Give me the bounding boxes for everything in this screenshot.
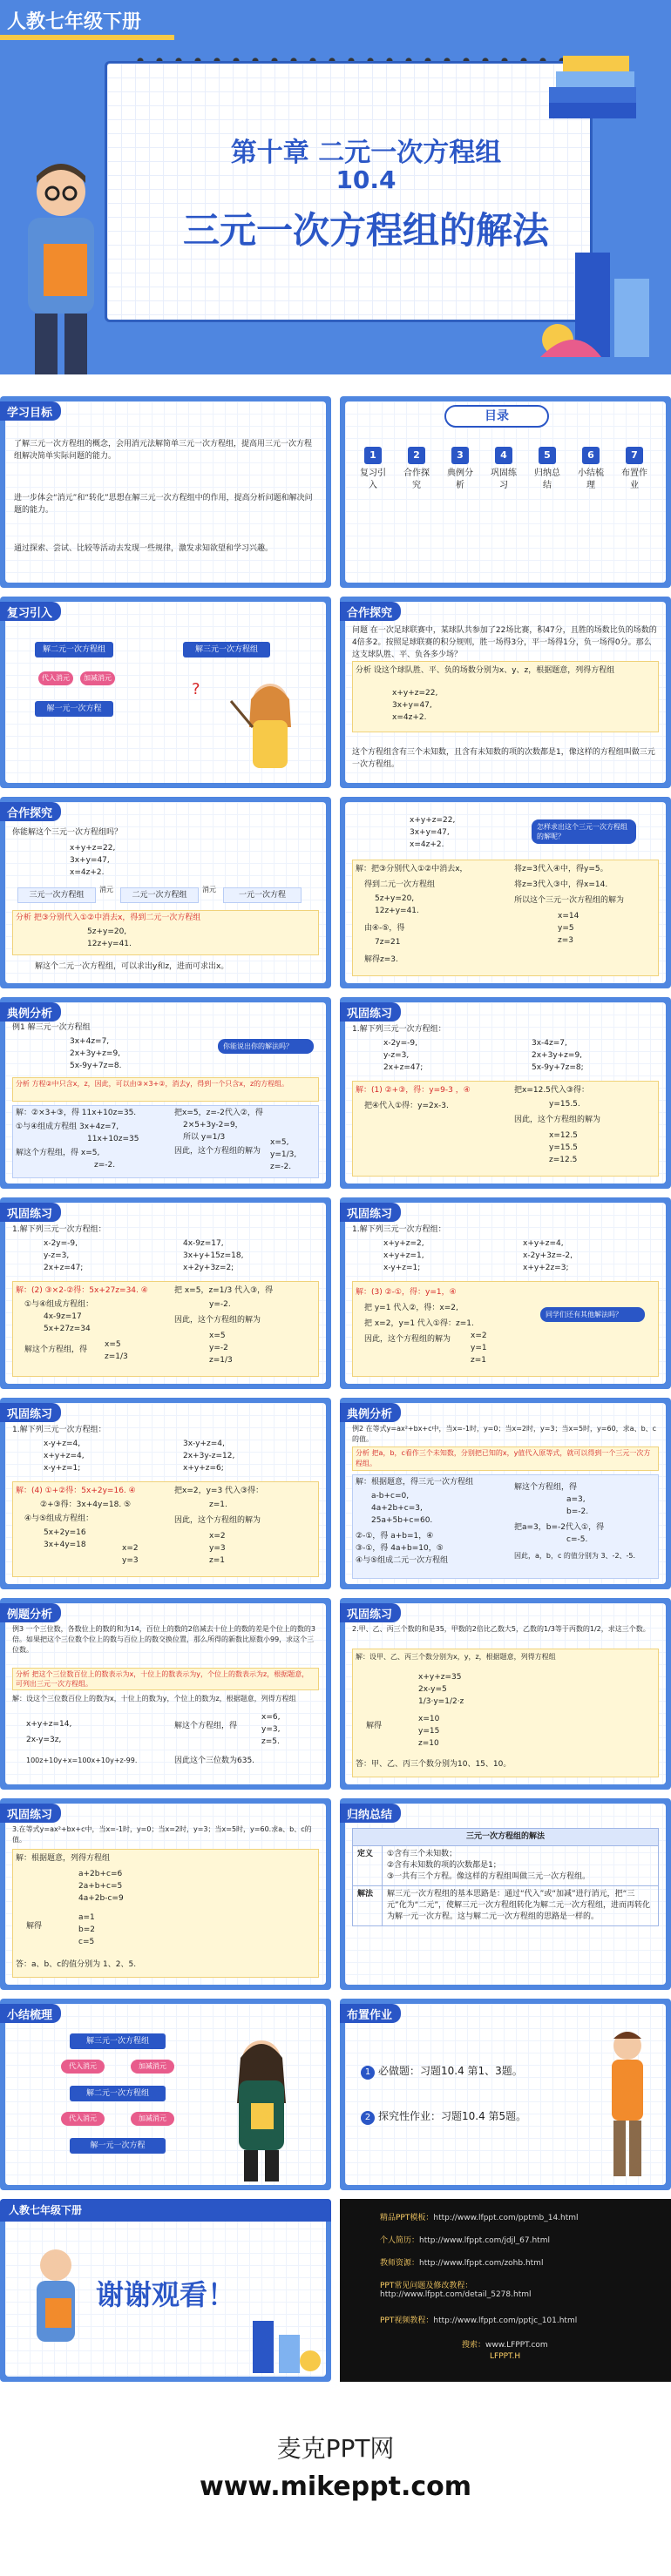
chapter-title: 第十章 二元一次方程组 [230, 138, 502, 168]
summary-cat-method: 解法 [353, 1886, 383, 1926]
sol-line: 解：(2) ③×2-②得：5x+27z=34. ④ [16, 1286, 148, 1295]
answer-b: b=2 [78, 1925, 95, 1934]
link-url: http://www.lfppt.com/pptmb_14.html [433, 2214, 579, 2222]
analysis-text: 分析 把a，b，c看作三个未知数，分别把已知的x，y值代入原等式，就可以得到一个三元一次方程组。 [356, 1449, 651, 1467]
p4-eq-2: 2x+3y-z=12, [183, 1452, 235, 1460]
answer-y: y=3 [209, 1544, 226, 1553]
sol-line-right: z=1. [209, 1500, 227, 1509]
link-key: 精品PPT模板： [380, 2214, 434, 2222]
sol-line-right: y=-2. [209, 1300, 231, 1309]
sol-line-right: c=-5. [566, 1535, 588, 1544]
link-search[interactable] [462, 2338, 548, 2350]
equation-2: 3x+y=47, [410, 828, 450, 837]
sol-line: 解这个方程组，得 [24, 1345, 88, 1354]
equation-3: 25a+5b+c=60. [371, 1516, 433, 1525]
sol-line: ①与④组成方程组： [24, 1300, 94, 1309]
link-template[interactable] [380, 2211, 579, 2222]
equation-1: a+2b+c=6 [78, 1870, 123, 1878]
p1-eq-3: 2x+z=47; [44, 1264, 84, 1272]
slide-header: 合作探究 [0, 802, 61, 821]
p4-eq-3: x+y+2z=3; [523, 1264, 569, 1272]
sol-line: 把④代入①得：y=2x-3. [364, 1102, 449, 1110]
summary-slide [340, 1798, 671, 1990]
equation-1: x+y+z=22, [392, 689, 438, 698]
analysis-text: 分析 方程②中只含x，z，因此，可以由③×3+②，消去y，得到一个只含x，z的方程组。 [16, 1080, 289, 1088]
footer-brand: 麦克PPT网 [276, 2434, 395, 2463]
slide-header: 布置作业 [340, 2004, 401, 2023]
toc-label: 小结梳理 [578, 469, 604, 490]
grade-tag: 人教七年级下册 [9, 2204, 83, 2216]
sol-line: ④与⑤组成方程组： [24, 1514, 94, 1523]
p1-eq-2: y-z=3, [44, 1251, 70, 1260]
goal-item-3: 通过探索、尝试、比较等活动去发现一些规律，激发求知欲望和学习兴趣。 [14, 544, 274, 553]
p4-eq-3: x+y+z=6; [183, 1464, 224, 1473]
homework-slide [340, 1999, 671, 2190]
slide-header: 学习目标 [0, 401, 61, 421]
mindmap-box-3var: 解三元一次方程组 [70, 2033, 166, 2049]
sol-line: 3x+4y=18 [44, 1541, 86, 1549]
practice-question: 2.甲、乙、丙三个数的和是35，甲数的2倍比乙数大5，乙数的1/3等于丙数的1/2，求这三个数。 [352, 1625, 650, 1633]
equation-1: x+y+z=22, [70, 844, 116, 853]
p4-eq-1: x+y+z=4, [523, 1239, 564, 1248]
thanks-slide [0, 2199, 331, 2382]
toc-item-5[interactable] [532, 447, 563, 534]
answer-x: x=2 [122, 1544, 139, 1553]
sol-line: 解：②×3+③，得 11x+10z=35. [16, 1109, 137, 1117]
sol-line: 得到二元一次方程组 [364, 880, 436, 889]
mindmap-tag-add-2: 加减消元 [131, 2112, 174, 2126]
practice-question: 3.在等式y=ax²+bx+c中，当x=-1时，y=0；当x=2时，y=3；当x=5时，y=60.求a、b、c的值。 [12, 1825, 312, 1844]
sol-line: 12z+y=41. [375, 907, 419, 915]
summary-table [352, 1828, 659, 1926]
summary-cat-def: 定义 [353, 1846, 383, 1886]
slide-header: 巩固练习 [0, 1203, 61, 1222]
toc-num: 4 [495, 447, 512, 464]
equation-2: 2x-y=5 [418, 1685, 447, 1694]
toc-item-2[interactable] [401, 447, 432, 534]
homework-item-2 [361, 2108, 526, 2125]
sol-line: ③-①，得 4a+b=10，⑤ [356, 1544, 444, 1553]
link-key: 个人简历： [380, 2236, 420, 2245]
answer-z: z=10 [418, 1739, 439, 1748]
toc-num: 1 [364, 447, 382, 464]
question-bubble: 怎样求出这个三元一次方程组的解呢？ [532, 819, 636, 844]
goal-item-1: 了解三元一次方程组的概念，会用消元法解简单三元一次方程组，提高用三元一次方程组解决简单实际问题的能力。 [14, 440, 313, 461]
toc-item-7[interactable] [619, 447, 650, 534]
question-bubble: 你能说出你的解法吗？ [218, 1039, 314, 1054]
p1-eq-2: y-z=3, [383, 1051, 410, 1060]
link-brand: LFPPT.H [490, 2352, 521, 2361]
link-key: 搜索： [462, 2341, 486, 2350]
equation-2: 2x+3y+z=9, [70, 1049, 121, 1058]
p2-eq-3: 5x-9y+7z=8; [532, 1063, 584, 1072]
student-illustration-icon [21, 2242, 91, 2373]
woman-illustration-icon [209, 2033, 314, 2182]
coop-slide-3 [340, 797, 671, 988]
p3-eq-3: x-y+z=1; [44, 1464, 81, 1473]
answer-y: y=15.5 [549, 1143, 578, 1152]
answer-z: z=1 [209, 1556, 225, 1565]
sol-line-right: 因此，这个方程组的解为 [174, 1316, 261, 1325]
practice-slide-2 [0, 1197, 331, 1389]
p2-eq-2: 3x+y+15z=18, [183, 1251, 244, 1260]
lesson-title: 三元一次方程组的解法 [182, 209, 549, 252]
review-box-2var: 解二元一次方程组 [35, 642, 113, 657]
sol-line-right: 解这个方程组，得 [174, 1722, 238, 1730]
example-question: 例3 一个三位数，各数位上的数的和为14，百位上的数的2倍减去十位上的数的差是个位上的数的3倍。如果把这个三位数个位上的数与百位上的数交换位置，那么所得的新数比原数小99，求这个三位数。 [12, 1625, 315, 1654]
practice-slide-4 [0, 1398, 331, 1589]
slide-header: 巩固练习 [0, 1403, 61, 1422]
link-url: http://www.lfppt.com/detail_5278.html [380, 2290, 532, 2299]
def-line-3: ③一共有三个方程。像这样的方程组叫做三元一次方程组。 [387, 1872, 591, 1881]
slide-header: 典例分析 [0, 1002, 61, 1022]
toc-label: 归纳总结 [534, 469, 560, 490]
sol-line: 解：根据题意，列得方程组 [16, 1854, 111, 1863]
tag-underline [0, 35, 174, 40]
example-slide-3 [0, 1598, 331, 1790]
link-key: PPT常见问题及修改教程： [380, 2282, 473, 2290]
sol-line-right: 所以这个三元一次方程组的解为 [514, 896, 625, 905]
sol-line: 5z+y=20, [375, 894, 415, 903]
sol-line: ②+③得：3x+4y=18. ⑤ [40, 1500, 132, 1509]
goals-slide [0, 396, 331, 588]
sol-line: 解：设甲、乙、丙三个数分别为x，y，z，根据题意，列得方程组 [356, 1653, 556, 1661]
review-slide [0, 597, 331, 788]
coop-slide-2 [0, 797, 331, 988]
homework-text-2: 探究性作业：习题10.4 第5题。 [378, 2110, 527, 2122]
mindmap-slide [0, 1999, 331, 2190]
p2-eq-3: x+2y+3z=2; [183, 1264, 234, 1272]
p2-eq-1: 3x-4z=7, [532, 1039, 567, 1048]
books-decoration-icon [244, 2303, 322, 2373]
sol-line-right: a=3, [566, 1495, 586, 1504]
example-question: 例2 在等式y=ax²+bx+c中，当x=-1时，y=0；当x=2时，y=3；当x=5时，y=60，求a、b、c的值。 [352, 1425, 657, 1443]
sol-line-right: 把a=3，b=-2代入①，得 [514, 1523, 605, 1532]
student-illustration-icon [9, 157, 113, 374]
link-key: PPT视频教程： [380, 2316, 434, 2325]
answer-y: y=-2 [209, 1344, 228, 1352]
link-resume[interactable] [380, 2234, 550, 2245]
footer-url[interactable]: www.mikeppt.com [200, 2471, 471, 2502]
equation-3: 100z+10y+x=100x+10y+z-99. [26, 1757, 138, 1764]
link-url: http://www.lfppt.com/jdjl_67.html [419, 2236, 550, 2245]
review-box-3var: 解三元一次方程组 [183, 642, 270, 657]
p3-eq-3: x-y+z=1; [383, 1264, 421, 1272]
slide-header: 巩固练习 [340, 1603, 401, 1622]
sol-line: 5x+2y=16 [44, 1528, 86, 1537]
equation-2: 4a+2b+c=3, [371, 1504, 423, 1513]
review-tag-add: 加减消元 [80, 671, 115, 685]
toc-label: 巩固练习 [491, 469, 517, 490]
flow-box-1var: 一元一次方程 [223, 887, 302, 903]
toc-slide [340, 396, 671, 588]
answer-x: x=12.5 [549, 1131, 578, 1140]
example-slide-2 [340, 1398, 671, 1589]
toc-item-3[interactable] [444, 447, 476, 534]
equation-3: 5x-9y+7z=8. [70, 1062, 122, 1070]
practice-slide-1 [340, 997, 671, 1189]
toc-label: 复习引入 [360, 469, 386, 490]
answer-z: z=5. [261, 1737, 280, 1746]
flow-box-2var: 二元一次方程组 [120, 887, 199, 903]
sol-line: 解得 [366, 1722, 383, 1730]
sol-line: z=-2. [94, 1161, 116, 1170]
coop-slide-1 [340, 597, 671, 788]
flow-arrow-label: 消元 [99, 886, 113, 894]
sol-line: 解：把③分别代入①②中消去x， [356, 865, 468, 873]
mindmap-tag-sub: 代入消元 [61, 2060, 105, 2074]
sol-line-right: 把 x=5，z=1/3 代入③，得 [174, 1286, 274, 1295]
slide-header: 归纳总结 [340, 1804, 401, 1823]
equation-3: x=4z+2. [410, 840, 444, 849]
sol-line-right: 因此，a，b，c 的值分别为 3、-2、-5. [514, 1552, 636, 1560]
answer-x: x=6, [261, 1713, 281, 1722]
example-question: 例1 解三元一次方程组 [12, 1023, 91, 1032]
sol-line: 解：(1) ②+③，得：y=9-3 ，④ [356, 1086, 471, 1095]
sol-line-right: 因此，这个方程组的解为 [174, 1516, 261, 1525]
p1-eq-3: 2x+z=47; [383, 1063, 424, 1072]
p3-eq-2: x+y+z=1, [383, 1251, 424, 1260]
slide-header: 典例分析 [340, 1403, 401, 1422]
review-tag-sub: 代入消元 [38, 671, 73, 685]
teacher-man-icon [593, 2025, 662, 2182]
answer-x: x=5, [270, 1138, 289, 1147]
sol-line: 因此，这个方程组的解为 [364, 1335, 451, 1344]
sol-line: 5x+27z=34 [44, 1325, 91, 1333]
conclusion-text: 解这个二元一次方程组，可以求出y和z，进而可求出x。 [35, 962, 229, 971]
homework-item-1 [361, 2063, 523, 2080]
answer-text: 答：甲、乙、丙三个数分别为10、15、10。 [356, 1760, 512, 1769]
sol-line: ①与④组成方程组 3x+4z=7, [16, 1123, 119, 1131]
sol-line-right: 2×5+3y-2=9， [183, 1121, 243, 1130]
answer-x: x=5 [105, 1340, 121, 1349]
practice-slide-6 [0, 1798, 331, 1990]
p2-eq-2: 2x+3y+z=9, [532, 1051, 583, 1060]
toc-num: 7 [626, 447, 643, 464]
definition-note: 这个方程组含有三个未知数，且含有未知数的项的次数都是1，像这样的方程组叫做三元一次方程组。 [352, 748, 655, 769]
answer-text: 答：a、b、c的值分别为 1、2、5. [16, 1960, 137, 1969]
answer-a: a=1 [78, 1913, 95, 1922]
answer-y: y=3, [261, 1725, 281, 1734]
equation-1: x+y+z=35 [418, 1673, 462, 1682]
links-panel [340, 2199, 671, 2382]
sol-line-right: 将z=3代入③中，得x=14. [514, 880, 608, 889]
summary-title: 三元一次方程组的解法 [353, 1829, 659, 1846]
link-url: http://www.lfppt.com/zohb.html [419, 2259, 544, 2268]
review-box-1var: 解一元一次方程 [35, 701, 113, 717]
sol-line: 7z=21 [375, 938, 401, 947]
problem-text: 问题 在一次足球联赛中，某球队共参加了22场比赛，积47分，且胜的场数比负的场数的4倍多2。按照足球联赛的积分规则，胜一场得3分，平一场得1分，负一场得0分。那么这支球队胜、平、负各多少场？ [352, 626, 657, 659]
goal-item-2: 进一步体会“消元”和“转化”思想在解三元一次方程组中的作用，提高分析问题和解决问题的能力。 [14, 494, 313, 515]
sol-line-right: 因此，这个方程组的解为 [514, 1116, 601, 1124]
slide-header: 巩固练习 [0, 1804, 61, 1823]
p4-eq-1: 3x-y+z=4, [183, 1440, 225, 1448]
teacher-icon [227, 675, 314, 779]
answer-z: z=3 [558, 936, 573, 945]
slide-header: 复习引入 [0, 602, 61, 621]
equation-1: 3x+4z=7, [70, 1037, 110, 1046]
slide-header: 巩固练习 [340, 1002, 401, 1022]
answer-c: c=5 [78, 1938, 95, 1946]
sol-line: 解：(3) ②-①，得：y=1，④ [356, 1288, 457, 1297]
def-line-1: ①含有三个未知数； [387, 1850, 458, 1858]
link-teacher[interactable] [380, 2256, 543, 2268]
sub-equation-1: 5z+y=20, [87, 927, 127, 936]
analysis-text: 分析 设这个球队胜、平、负的场数分别为x、y、z，根据题意，列得方程组 [356, 666, 615, 675]
p3-eq-1: x+y+z=2, [383, 1239, 424, 1248]
link-video[interactable] [380, 2314, 577, 2325]
answer-z: z=1/3 [209, 1356, 233, 1365]
toc-num: 3 [451, 447, 469, 464]
link-url: http://www.lfppt.com/pptjc_101.html [433, 2316, 578, 2325]
slide-header: 例题分析 [0, 1603, 61, 1622]
summary-method: 解三元一次方程组的基本思路是：通过“代入”或“加减”进行消元，把“三元”化为“二元”，使解三元一次方程组转化为解二元一次方程组，进而再转化为解一元一次方程。这与解二元一次方程组的思路是一样的。 [383, 1886, 659, 1926]
sol-line-right: 将z=3代入④中，得y=5。 [514, 865, 608, 873]
answer-z: z=1 [471, 1356, 486, 1365]
answer-x: x=5 [209, 1332, 226, 1340]
sol-line: 由④-⑤，得 [364, 924, 405, 933]
sol-line-right: 所以 y=1/3 [183, 1133, 226, 1142]
answer-y: y=3 [122, 1556, 139, 1565]
link-faq[interactable] [380, 2279, 532, 2299]
answer-x: x=14 [558, 912, 580, 920]
toc-num: 5 [539, 447, 556, 464]
equation-3: x=4z+2. [392, 713, 427, 722]
def-line-2: ②含有未知数的项的次数都是1； [387, 1861, 501, 1870]
practice-question: 1.解下列三元一次方程组： [12, 1426, 106, 1434]
practice-question: 1.解下列三元一次方程组： [352, 1025, 446, 1034]
p3-eq-2: x+y+z=4, [44, 1452, 85, 1460]
sol-line-right: 解这个方程组，得 [514, 1483, 578, 1492]
grade-tag: 人教七年级下册 [7, 11, 142, 33]
answer-y: y=5 [558, 924, 574, 933]
mindmap-box-2var: 解二元一次方程组 [70, 2086, 166, 2101]
answer-z: z=-2. [270, 1163, 292, 1171]
equation-2: 2x-y=3z, [26, 1736, 62, 1744]
p2-eq-1: 4x-9z=17, [183, 1239, 224, 1248]
practice-slide-5 [340, 1598, 671, 1790]
equation-3: 4a+2b-c=9 [78, 1894, 124, 1903]
slide-header: 巩固练习 [340, 1203, 401, 1222]
equation-2: 2a+b+c=5 [78, 1882, 123, 1891]
bullet-2-icon: 2 [361, 2111, 375, 2125]
mindmap-box-1var: 解一元一次方程 [70, 2138, 166, 2154]
analysis-text: 分析 把这个三位数百位上的数表示为x，十位上的数表示为y，个位上的数表示为z，根据题意，可列出三元一次方程组。 [16, 1670, 309, 1688]
p3-eq-1: x-y+z=4, [44, 1440, 81, 1448]
question-bubble: 同学们还有其他解法吗？ [540, 1307, 645, 1322]
sol-line-right: 把x=2，y=3 代入③得： [174, 1487, 264, 1495]
equation-1: a-b+c=0, [371, 1492, 410, 1500]
equation-2: 3x+y=47, [70, 856, 110, 865]
toc-label: 合作探究 [403, 469, 430, 490]
sol-line: ④与⑤组成二元一次方程组 [356, 1556, 449, 1565]
summary-def-cell [383, 1846, 659, 1886]
sub-equation-2: 12z+y=41. [87, 940, 132, 948]
answer-x: x=10 [418, 1715, 440, 1723]
flow-arrow-label-2: 消元 [202, 886, 216, 894]
sol-line: 11x+10z=35 [87, 1135, 139, 1143]
flow-box-3var: 三元一次方程组 [17, 887, 96, 903]
toc-num: 2 [408, 447, 425, 464]
example-slide-1 [0, 997, 331, 1189]
toc-item-4[interactable] [488, 447, 519, 534]
sol-line-right: y=15.5. [549, 1100, 580, 1109]
answer-y: y=1/3, [270, 1150, 297, 1159]
sol-line: 解这个方程组，得 x=5, [16, 1149, 100, 1157]
question-mark: ? [192, 680, 200, 698]
practice-question: 1.解下列三元一次方程组： [12, 1225, 106, 1234]
answer-x: x=2 [209, 1532, 226, 1541]
equation-2: 3x+y=47, [392, 701, 432, 710]
equation-1: x+y+z=14, [26, 1720, 72, 1729]
sol-line: 4x-9z=17 [44, 1312, 82, 1321]
answer-z: z=1/3 [105, 1352, 128, 1361]
sol-line: ②-①，得 a+b=1，④ [356, 1532, 434, 1541]
sol-line-right: b=-2. [566, 1507, 589, 1516]
mindmap-tag-sub-2: 代入消元 [61, 2112, 105, 2126]
toc-num: 6 [582, 447, 600, 464]
p1-eq-1: x-2y=-9, [383, 1039, 418, 1048]
analysis-text: 分析 把③分别代入①②中消去x，得到二元一次方程组 [16, 914, 201, 922]
toc-title: 目录 [444, 405, 549, 428]
section-number: 10.4 [336, 165, 396, 194]
toc-item-6[interactable] [575, 447, 607, 534]
slide-header: 小结梳理 [0, 2004, 61, 2023]
sol-line: 解：设这个三位数百位上的数为x，十位上的数为y，个位上的数为z，根据题意，列得方程组 [12, 1695, 296, 1703]
toc-label: 布置作业 [621, 469, 647, 490]
equation-3: 1/3·y=1/2·z [418, 1697, 464, 1706]
sol-line-right: 因此这个三位数为635. [174, 1757, 255, 1765]
sol-line-right: 把x=12.5代入③得： [514, 1086, 589, 1095]
cover-slide [0, 0, 671, 374]
sol-line: 把 x=2，y=1 代入①得：z=1. [364, 1319, 474, 1328]
sol-line: 把 y=1 代入②，得：x=2, [364, 1304, 458, 1312]
bullet-1-icon: 1 [361, 2066, 375, 2080]
p4-eq-2: x-2y+3z=-2, [523, 1251, 573, 1260]
sol-line: 解：根据题意，得三元一次方程组 [356, 1478, 474, 1487]
toc-label: 典例分析 [447, 469, 473, 490]
practice-question: 1.解下列三元一次方程组： [352, 1225, 446, 1234]
question-text: 你能解这个三元一次方程组吗？ [12, 828, 123, 837]
equation-1: x+y+z=22, [410, 816, 456, 825]
equation-3: x=4z+2. [70, 868, 105, 877]
answer-x: x=2 [471, 1332, 487, 1340]
link-url: www.LFPPT.com [485, 2341, 548, 2350]
thanks-text: 谢谢观看！ [96, 2278, 236, 2311]
slide-header: 合作探究 [340, 602, 401, 621]
sol-line: 解得z=3. [364, 955, 398, 964]
answer-z: z=12.5 [549, 1156, 578, 1164]
books-decoration-icon [540, 235, 662, 366]
homework-text-1: 必做题：习题10.4 第1、3题。 [378, 2065, 523, 2077]
books-icon [540, 35, 645, 139]
sol-line: 解：(4) ①+②得：5x+2y=16. ④ [16, 1487, 136, 1495]
sol-line-right: 因此，这个方程组的解为 [174, 1147, 261, 1156]
p1-eq-1: x-2y=-9, [44, 1239, 78, 1248]
sol-line: 解得 [26, 1922, 43, 1931]
practice-slide-3 [340, 1197, 671, 1389]
answer-y: y=1 [471, 1344, 487, 1352]
answer-y: y=15 [418, 1727, 440, 1736]
toc-item-1[interactable] [357, 447, 389, 534]
mindmap-tag-add: 加减消元 [131, 2060, 174, 2074]
sol-line-right: 把x=5，z=-2代入②，得 [174, 1109, 263, 1117]
link-key: 教师资源： [380, 2259, 420, 2268]
